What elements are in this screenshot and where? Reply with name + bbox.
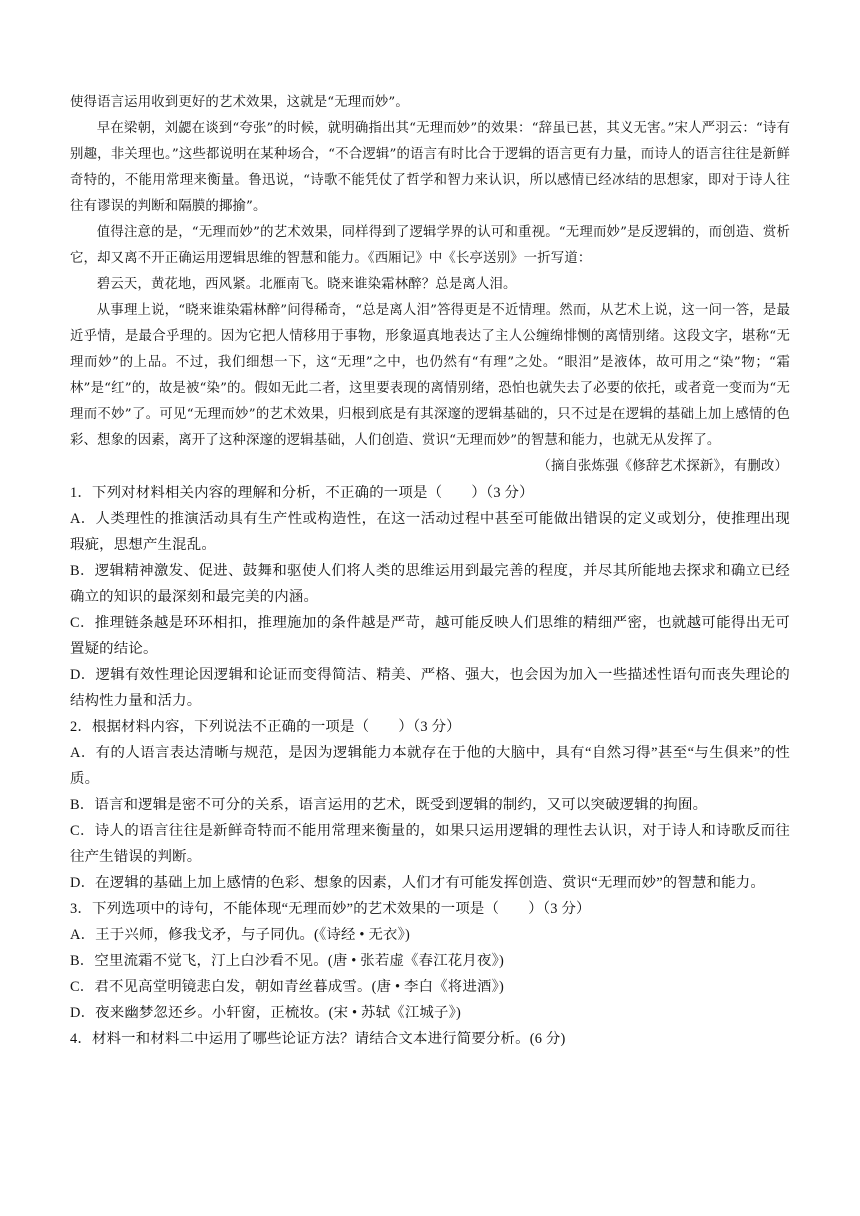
passage-paragraph: 从事理上说，“晓来谁染霜林醉”问得稀奇，“总是离人泪”答得更是不近情理。然而，从艺术上说，这一问一答，是最近乎情，是最合乎理的。因为它把人情移用于事物，形象逼真地表达了主人公缠绵悱恻的离情别绪。这段文字，堪称“无理而妙”的上品。不过，我们细想一下，这“无理”之中，也仍然有“有理”之处。“眼泪”是液体，故可用之“染”物；“霜林”是“红”的，故是被“染”的。假如无此二者，这里要表现的离情别绪，恐怕也就失去了必要的依托，或者竟一变而为“无理而不妙”了。可见“无理而妙”的艺术效果，归根到底是有其深邃的逻辑基础的，只不过是在逻辑的基础上加上感情的色彩、想象的因素，离开了这种深邃的逻辑基础，人们创造、赏识“无理而妙”的智慧和能力，也就无从发挥了。 [70, 303, 790, 448]
question-option: A．人类理性的推演活动具有生产性或构造性，在这一活动过程中甚至可能做出错误的定义或划分，使推理出现瑕疵，思想产生混乱。 [70, 511, 790, 553]
question-option: D．夜来幽梦忽还乡。小轩窗，正梳妆。(宋 • 苏轼《江城子》) [70, 1005, 461, 1021]
question-option: D．在逻辑的基础上加上感情的色彩、想象的因素，人们才有可能发挥创造、赏识“无理而妙”的智慧和能力。 [70, 875, 765, 891]
question-stem: 4．材料一和材料二中运用了哪些论证方法？请结合文本进行简要分析。(6 分) [70, 1031, 566, 1047]
question-option: B．空里流霜不觉飞，汀上白沙看不见。(唐 • 张若虚《春江花月夜》) [70, 953, 504, 969]
passage-paragraph: 早在梁朝，刘勰在谈到“夸张”的时候，就明确指出其“无理而妙”的效果：“辞虽已甚，其义无害。”宋人严羽云：“诗有别趣，非关理也。”这些都说明在某种场合，“不合逻辑”的语言有时比合于逻辑的语言更有力量，而诗人的语言往往是新鲜奇特的，不能用常理来衡量。鲁迅说，“诗歌不能凭仗了哲学和智力来认识，所以感情已经冰结的思想家，即对于诗人往往有谬误的判断和隔膜的揶揄”。 [70, 121, 790, 214]
question-option: D．逻辑有效性理论因逻辑和论证而变得简洁、精美、严格、强大，也会因为加入一些描述性语句而丧失理论的结构性力量和活力。 [70, 667, 790, 709]
question-list [70, 480, 790, 1052]
question-stem: 3．下列选项中的诗句，不能体现“无理而妙”的艺术效果的一项是（ ）（3 分） [70, 901, 591, 917]
question-option: C．推理链条越是环环相扣，推理施加的条件越是严苛，越可能反映人们思维的精细严密，也就越可能得出无可置疑的结论。 [70, 615, 790, 657]
passage-paragraph: 值得注意的是，“无理而妙”的艺术效果，同样得到了逻辑学界的认可和重视。“无理而妙”是反逻辑的，而创造、赏析它，却又离不开正确运用逻辑思维的智慧和能力。《西厢记》中《长亭送别》一折写道： [70, 225, 790, 266]
question-option: B．语言和逻辑是密不可分的关系，语言运用的艺术，既受到逻辑的制约，又可以突破逻辑的拘囿。 [70, 797, 708, 813]
passage-quote: 碧云天，黄花地，西风紧。北雁南飞。晓来谁染霜林醉？总是离人泪。 [96, 277, 517, 292]
question-option: A．有的人语言表达清晰与规范，是因为逻辑能力本就存在于他的大脑中，具有“自然习得”甚至“与生俱来”的性质。 [70, 745, 790, 787]
question-option: A．王于兴师，修我戈矛，与子同仇。(《诗经 • 无衣》) [70, 927, 411, 943]
passage-paragraph: 使得语言运用收到更好的艺术效果，这就是“无理而妙”。 [70, 95, 409, 110]
question-option: C．诗人的语言往往是新鲜奇特而不能用常理来衡量的，如果只运用逻辑的理性去认识，对于诗人和诗歌反而往往产生错误的判断。 [70, 823, 790, 865]
question-stem: 2．根据材料内容，下列说法不正确的一项是（ ）（3 分） [70, 719, 461, 735]
question-stem: 1．下列对材料相关内容的理解和分析，不正确的一项是（ ）（3 分） [70, 485, 534, 501]
reading-passage [70, 90, 790, 480]
question-option: C．君不见高堂明镜悲白发，朝如青丝暮成雪。(唐 • 李白《将进酒》) [70, 979, 504, 995]
passage-source: （摘自张炼强《修辞艺术探新》，有删改） [537, 459, 788, 474]
question-option: B．逻辑精神激发、促进、鼓舞和驱使人们将人类的思维运用到最完善的程度，并尽其所能地去探求和确立已经确立的知识的最深刻和最完美的内涵。 [70, 563, 790, 605]
